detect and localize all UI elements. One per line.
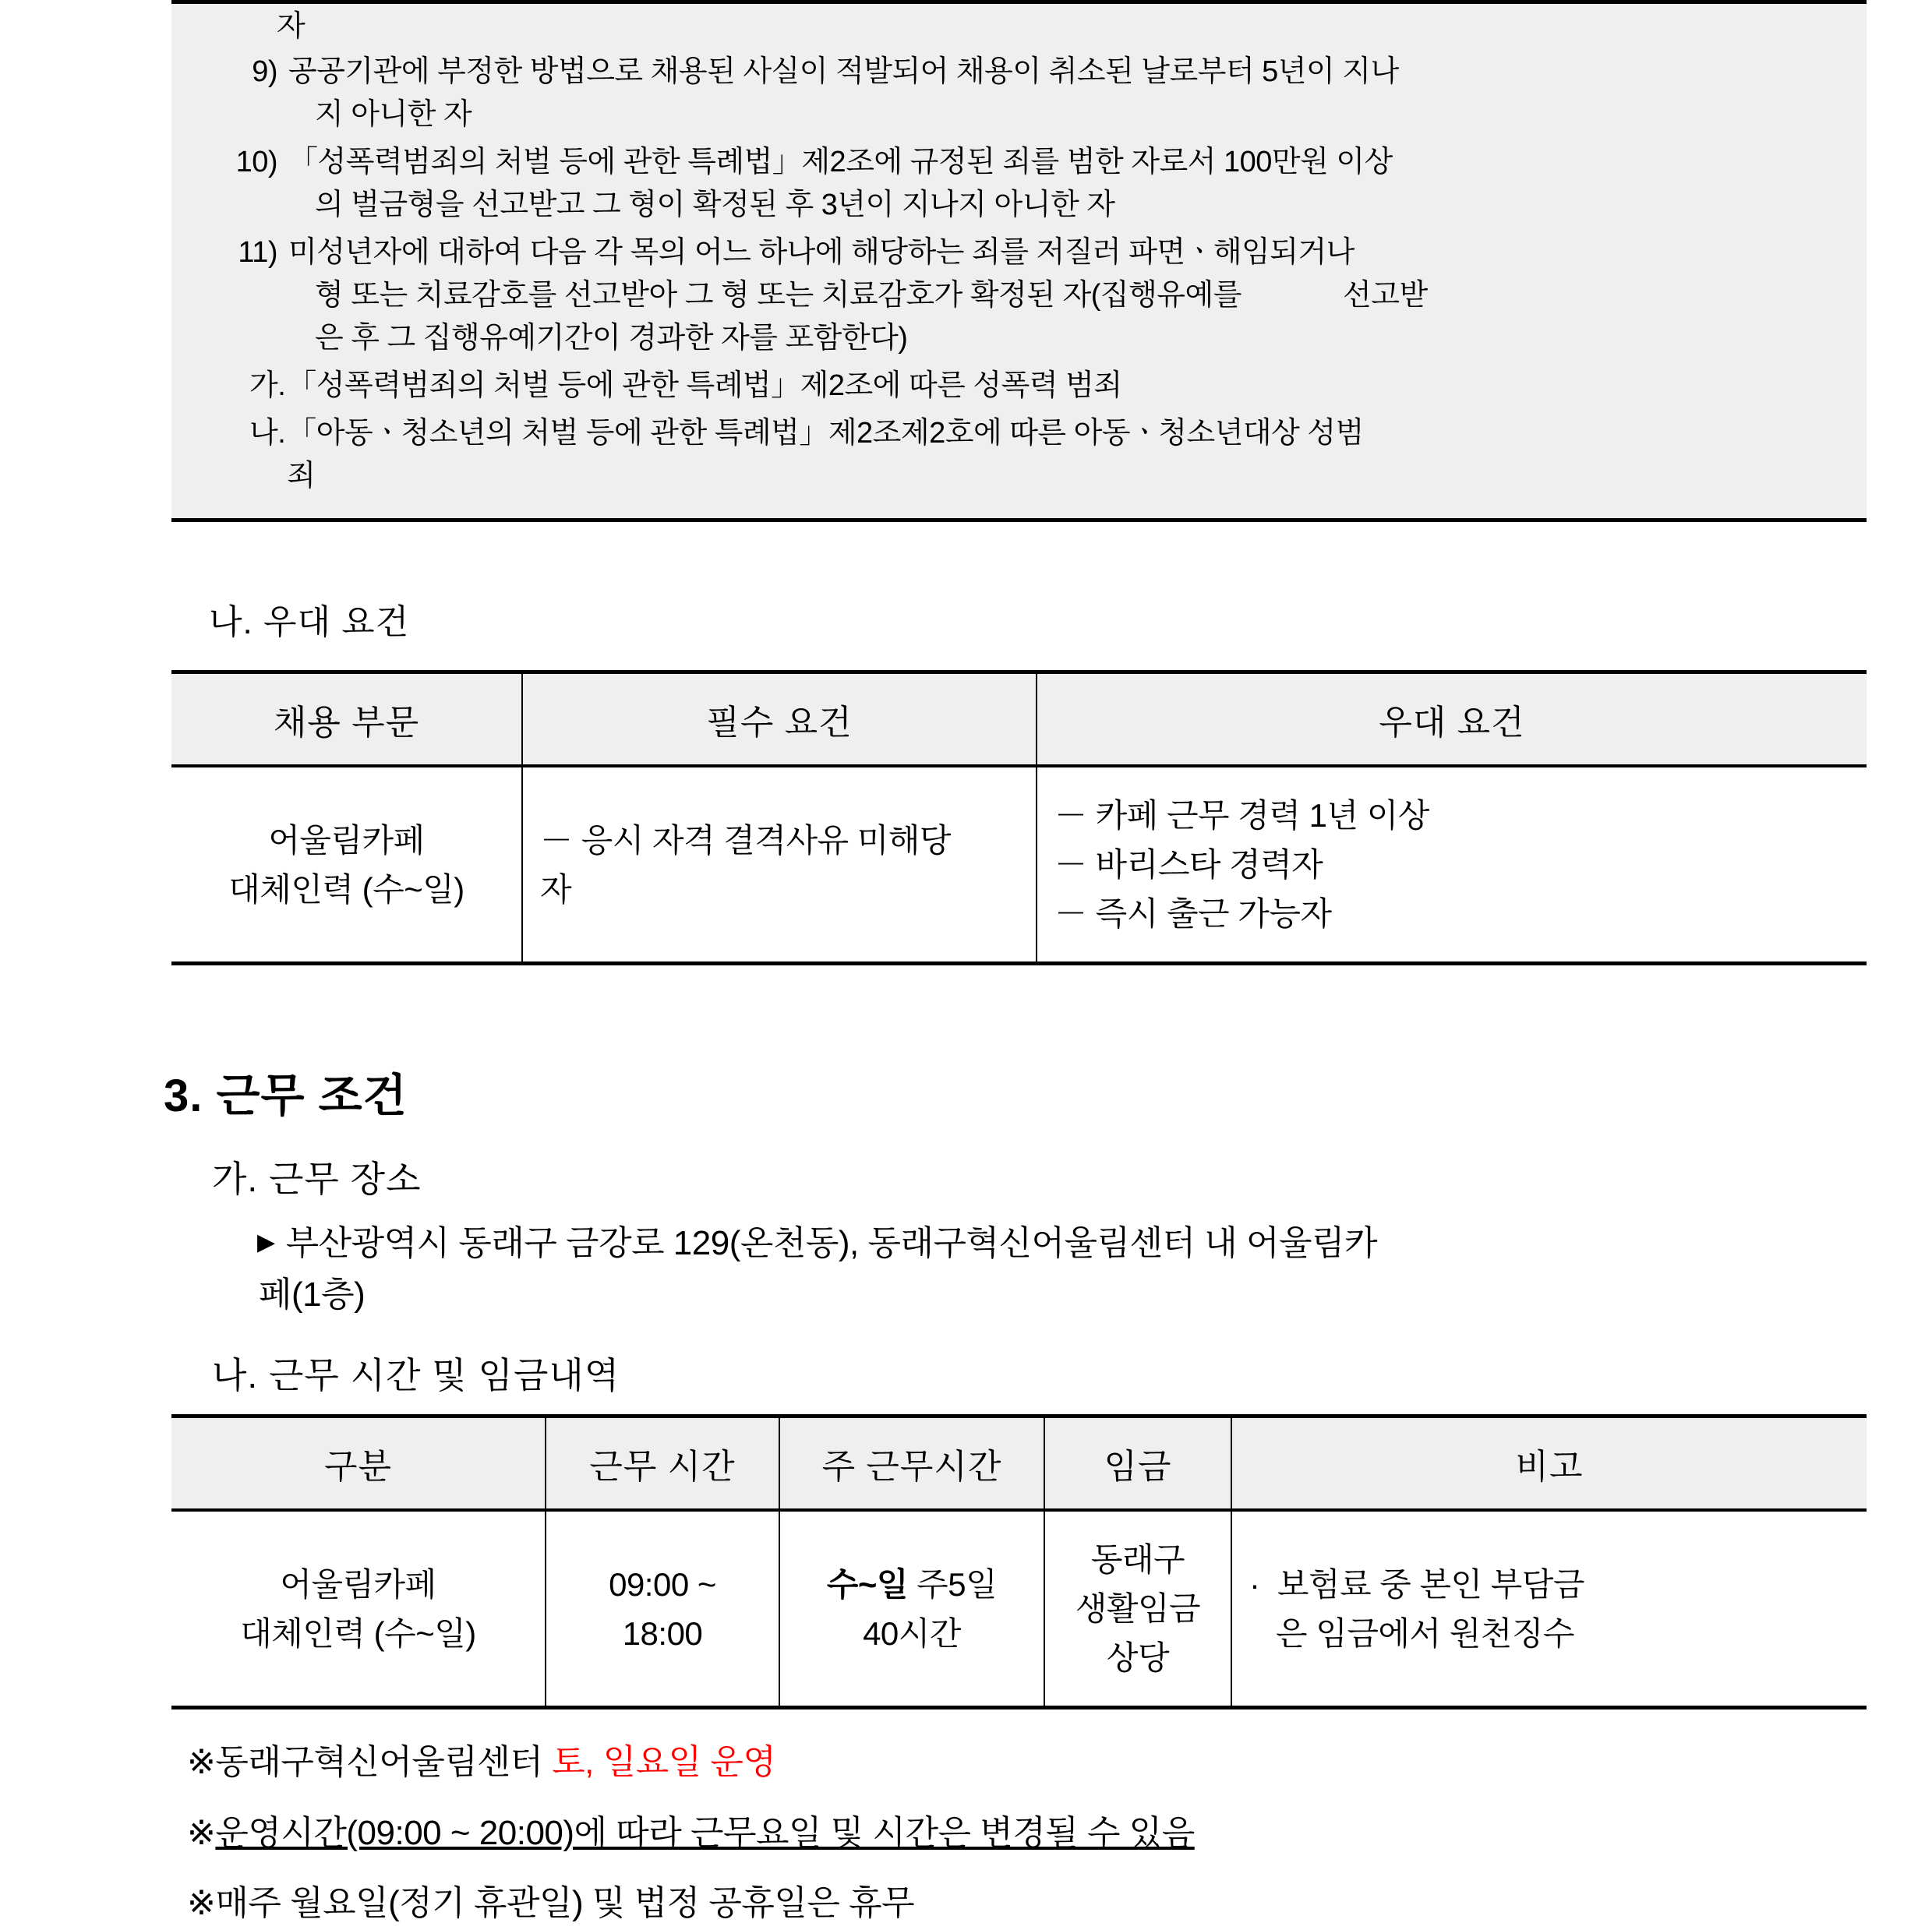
- note-1-prefix: ※동래구혁신어울림센터: [187, 1743, 553, 1782]
- remark-text-1: 보험료 중 본인 부담금: [1277, 1565, 1584, 1603]
- column-header-weekly-hours: 주 근무시간: [779, 1417, 1044, 1511]
- weekly-line-2: 40시간: [863, 1614, 961, 1652]
- disqualification-item-10: [203, 141, 1835, 227]
- work-conditions-title: 3. 근무 조건: [164, 1071, 408, 1122]
- column-header-required: 필수 요건: [522, 672, 1037, 767]
- weekly-days-bold: 수~일: [826, 1565, 908, 1603]
- wage-line-1: 동래구: [1090, 1541, 1185, 1579]
- disqualification-continued-line: 자: [277, 10, 306, 43]
- disqualification-item-9: [203, 51, 1835, 136]
- note-3: ※매주 월요일(정기 휴관일) 및 법정 공휴일은 휴무: [187, 1883, 915, 1922]
- item-text: [288, 141, 1835, 227]
- table-header-row: [171, 672, 1867, 767]
- subitem-label: 가.: [249, 369, 286, 403]
- note-1-highlight: 토, 일요일 운영: [552, 1743, 776, 1782]
- work-place-text: [257, 1218, 1846, 1321]
- subitem-line-1: 「아동ㆍ청소년의 처벌 등에 관한 특례법」제2조제2호에 따른 아동ㆍ청소년대상 성범: [287, 417, 1364, 450]
- item-line-3: 은 후 그 집행유예기간이 경과한 자를 포함한다): [315, 322, 908, 355]
- subitem-text: [287, 412, 1835, 498]
- work-place-line-2: 페(1층): [259, 1275, 366, 1314]
- part-line-1: 어울림카페: [268, 821, 425, 859]
- column-header-division: 구분: [171, 1417, 546, 1511]
- required-line-2: 자: [540, 870, 572, 908]
- table-row: [171, 766, 1867, 964]
- item-text: [288, 231, 1835, 360]
- item-line-2: 지 아니한 자: [315, 97, 472, 131]
- note-2: [187, 1807, 1846, 1860]
- item-line-1: 「성폭력범죄의 처벌 등에 관한 특례법」제2조에 규정된 죄를 범한 자로서 100만원 이상: [288, 145, 1393, 178]
- weekly-line-1: [797, 1560, 1026, 1609]
- column-header-wage: 임금: [1044, 1417, 1231, 1511]
- item-number: 11): [238, 235, 277, 269]
- item-number: 9): [252, 55, 277, 88]
- wage-line-3: 상당: [1106, 1639, 1170, 1677]
- subitem-line-2: 죄: [287, 460, 316, 493]
- cell-part: [171, 766, 522, 964]
- division-line-2: 대체인력 (수~일): [240, 1614, 476, 1652]
- item-line-2: [288, 274, 1835, 317]
- required-line-1: － 응시 자격 결격사유 미해당: [540, 821, 951, 859]
- item-line-2: 의 벌금형을 선고받고 그 형이 확정된 후 3년이 지나지 아니한 자: [315, 188, 1115, 221]
- cell-preferred: [1037, 766, 1867, 964]
- wage-line-2: 생활임금: [1075, 1590, 1201, 1628]
- remark-bullet: ·: [1249, 1565, 1260, 1603]
- column-header-part: 채용 부문: [171, 672, 522, 767]
- subitem-text: 「성폭력범죄의 처벌 등에 관한 특례법」제2조에 따른 성폭력 범죄: [287, 369, 1122, 403]
- disqualification-subitem-ga: [203, 365, 1835, 408]
- work-place-line-1: 부산광역시 동래구 금강로 129(온천동), 동래구혁신어울림센터 내 어울림카: [285, 1224, 1377, 1263]
- note-2-prefix: ※: [187, 1813, 216, 1852]
- preferred-line-2: － 바리스타 경력자: [1054, 846, 1323, 884]
- work-place-heading: 가. 근무 장소: [212, 1159, 422, 1200]
- disqualification-item-11: [203, 231, 1835, 360]
- disqualification-subitem-na: [203, 412, 1835, 498]
- cell-weekly-hours: [779, 1510, 1044, 1708]
- cell-wage: [1044, 1510, 1231, 1708]
- item-text: [288, 51, 1835, 136]
- hours-line-1: 09:00 ~: [609, 1565, 716, 1603]
- disqualification-box: [171, 0, 1867, 522]
- item-line-1: 공공기관에 부정한 방법으로 채용된 사실이 적발되어 채용이 취소된 날로부터 5년이 지나: [288, 55, 1399, 88]
- work-time-heading: 나. 근무 시간 및 임금내역: [212, 1355, 620, 1396]
- column-header-remark: 비고: [1231, 1417, 1867, 1511]
- work-notes: [187, 1736, 1846, 1930]
- item-number: 10): [235, 145, 277, 178]
- work-time-table: [171, 1414, 1867, 1709]
- item-line-2-tail: 선고받: [1343, 278, 1428, 312]
- subitem-label: 나.: [249, 417, 286, 450]
- part-line-2: 대체인력 (수~일): [228, 870, 464, 908]
- table-row: [171, 1510, 1867, 1708]
- cell-remark: [1231, 1510, 1867, 1708]
- cell-required: [522, 766, 1037, 964]
- preferred-line-3: － 즉시 출근 가능자: [1054, 895, 1332, 933]
- remark-line-1: [1249, 1560, 1849, 1609]
- preference-heading: 나. 우대 요건: [209, 603, 410, 642]
- weekly-days-rest: 주5일: [908, 1565, 998, 1603]
- item-line-1: 미성년자에 대하여 다음 각 목의 어느 하나에 해당하는 죄를 저질러 파면ㆍ해임되거나: [288, 235, 1355, 269]
- column-header-hours: 근무 시간: [546, 1417, 779, 1511]
- triangle-bullet-icon: ▶: [257, 1230, 275, 1256]
- cell-hours: [546, 1510, 779, 1708]
- note-1: [187, 1736, 1846, 1789]
- hours-line-2: 18:00: [622, 1614, 703, 1652]
- note-2-underlined: 운영시간(09:00 ~ 20:00)에 따라 근무요일 및 시간은 변경될 수 있음: [215, 1813, 1195, 1852]
- column-header-preferred: 우대 요건: [1037, 672, 1867, 767]
- division-line-1: 어울림카페: [280, 1565, 436, 1603]
- table-header-row: [171, 1417, 1867, 1511]
- item-line-2-main: 형 또는 치료감호를 선고받아 그 형 또는 치료감호가 확정된 자(집행유예를: [315, 278, 1241, 312]
- remark-line-2: 은 임금에서 원천징수: [1276, 1614, 1574, 1652]
- cell-division: [171, 1510, 546, 1708]
- preference-table: [171, 670, 1867, 965]
- preferred-line-1: － 카페 근무 경력 1년 이상: [1054, 797, 1429, 834]
